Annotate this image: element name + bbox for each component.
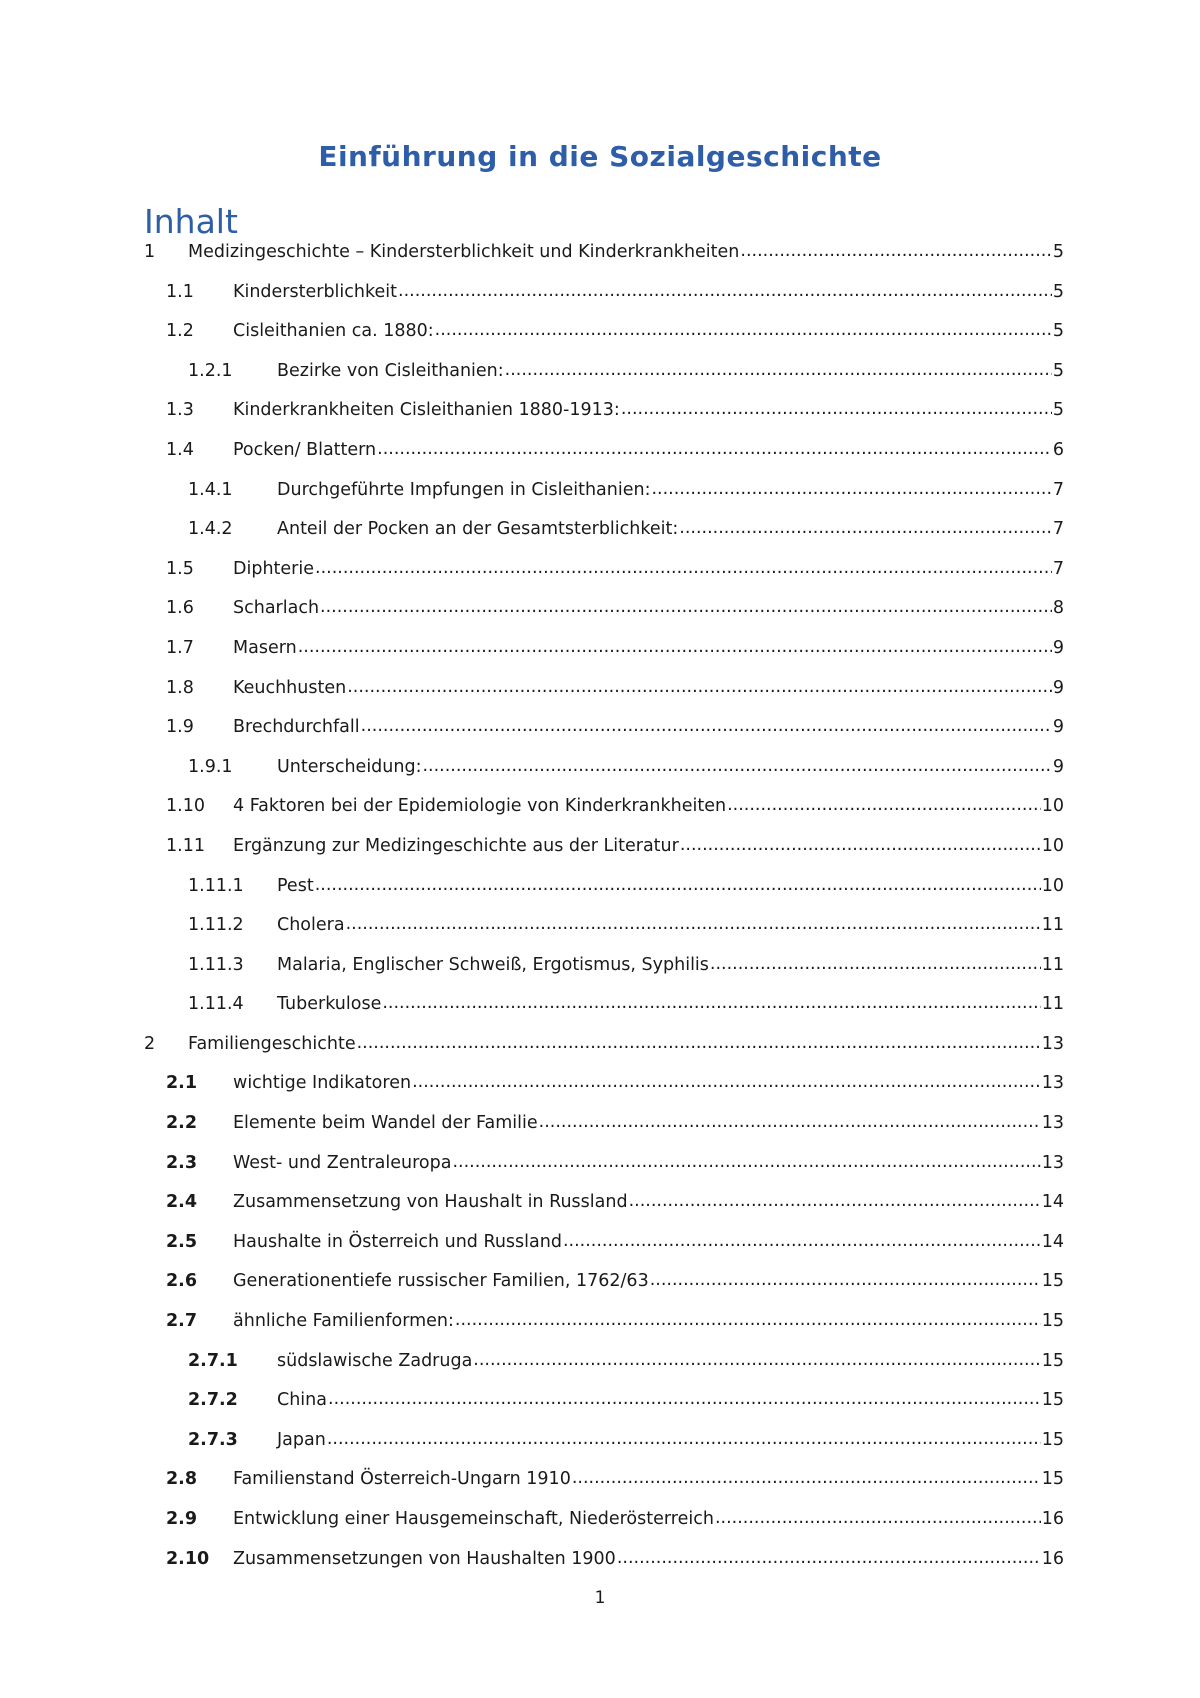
toc-entry-title: Zusammensetzung von Haushalt in Russland [233, 1192, 628, 1213]
toc-dot-leader [740, 241, 1051, 261]
toc-entry-number: 1.3 [166, 400, 194, 421]
toc-entry[interactable] [144, 796, 1064, 836]
toc-entry-title: Kinderkrankheiten Cisleithanien 1880-1913: [233, 400, 620, 421]
toc-dot-leader [572, 1468, 1041, 1488]
toc-entry[interactable] [144, 1509, 1064, 1549]
toc-entry-page: 15 [1041, 1429, 1064, 1450]
toc-entry[interactable] [144, 955, 1064, 995]
toc-entry[interactable] [144, 1192, 1064, 1232]
toc-dot-leader [679, 518, 1052, 538]
toc-entry[interactable] [144, 1113, 1064, 1153]
toc-entry-number: 2.1 [166, 1073, 198, 1094]
toc-dot-leader [563, 1231, 1041, 1251]
toc-entry[interactable] [144, 440, 1064, 480]
toc-dot-leader [621, 399, 1052, 419]
toc-entry-page: 5 [1052, 400, 1064, 421]
toc-dot-leader [327, 1429, 1041, 1449]
toc-entry-number: 1.11.4 [188, 994, 244, 1015]
toc-entry[interactable] [144, 519, 1064, 559]
toc-entry-title: 4 Faktoren bei der Epidemiologie von Kinderkrankheiten [233, 796, 727, 817]
toc-dot-leader [473, 1350, 1040, 1370]
toc-entry[interactable] [144, 242, 1064, 282]
toc-entry-title: Pest [277, 875, 314, 896]
toc-entry-page: 6 [1052, 439, 1064, 460]
toc-entry[interactable] [144, 717, 1064, 757]
toc-entry-page: 15 [1041, 1350, 1064, 1371]
page-number: 1 [594, 1588, 606, 1608]
document-title: Einführung in die Sozialgeschichte [318, 140, 882, 173]
toc-entry-title: Brechdurchfall [233, 717, 360, 738]
toc-entry-page: 11 [1041, 994, 1064, 1015]
toc-entry-page: 13 [1041, 1152, 1064, 1173]
toc-entry[interactable] [144, 1430, 1064, 1470]
toc-dot-leader [357, 1033, 1041, 1053]
toc-entry-page: 5 [1052, 281, 1064, 302]
toc-entry-title: Zusammensetzungen von Haushalten 1900 [233, 1548, 616, 1569]
toc-entry[interactable] [144, 994, 1064, 1034]
toc-entry[interactable] [144, 876, 1064, 916]
toc-entry-page: 11 [1041, 915, 1064, 936]
toc-entry[interactable] [144, 559, 1064, 599]
toc-dot-leader [727, 795, 1041, 815]
toc-entry-title: Medizingeschichte – Kindersterblichkeit und Kinderkrankheiten [188, 242, 740, 262]
toc-entry-number: 1.4.1 [188, 479, 233, 500]
toc-entry-page: 16 [1041, 1548, 1064, 1569]
toc-entry[interactable] [144, 836, 1064, 876]
toc-entry-number: 2.9 [166, 1509, 198, 1529]
toc-entry-number: 1.8 [166, 677, 194, 698]
toc-entry-page: 10 [1041, 875, 1064, 896]
toc-entry-number: 2.8 [166, 1469, 198, 1490]
toc-dot-leader [315, 875, 1041, 895]
toc-entry-page: 7 [1052, 558, 1064, 579]
toc-entry-title: Cholera [277, 915, 345, 936]
toc-entry[interactable] [144, 1153, 1064, 1193]
toc-dot-leader [398, 281, 1052, 301]
toc-entry-number: 2.4 [166, 1192, 198, 1213]
toc-entry-number: 2 [144, 1033, 156, 1054]
toc-entry-title: West- und Zentraleuropa [233, 1152, 452, 1173]
toc-entry-page: 9 [1052, 677, 1064, 698]
toc-entry-page: 7 [1052, 479, 1064, 500]
toc-entry-page: 13 [1041, 1073, 1064, 1094]
toc-dot-leader [629, 1191, 1041, 1211]
toc-entry-page: 8 [1052, 598, 1064, 619]
toc-entry-title: Familienstand Österreich-Ungarn 1910 [233, 1469, 571, 1490]
toc-entry[interactable] [144, 757, 1064, 797]
toc-entry-number: 2.6 [166, 1271, 198, 1292]
toc-entry-number: 1.11.2 [188, 915, 244, 936]
toc-entry-title: Unterscheidung: [277, 756, 422, 777]
toc-entry-number: 1.11 [166, 835, 205, 856]
toc-entry-title: ähnliche Familienformen: [233, 1311, 454, 1332]
toc-entry-number: 1.5 [166, 558, 194, 579]
toc-entry-title: Keuchhusten [233, 677, 347, 698]
toc-entry-page: 15 [1041, 1390, 1064, 1411]
toc-dot-leader [346, 914, 1041, 934]
toc-entry-title: Cisleithanien ca. 1880: [233, 321, 434, 342]
toc-entry-title: Generationentiefe russischer Familien, 1762/63 [233, 1271, 649, 1292]
toc-entry-number: 2.5 [166, 1231, 198, 1252]
toc-entry[interactable] [144, 400, 1064, 440]
toc-entry-page: 10 [1041, 835, 1064, 856]
toc-entry[interactable] [144, 915, 1064, 955]
toc-entry-number: 1.9 [166, 717, 194, 738]
toc-entry-title: Bezirke von Cisleithanien: [277, 360, 504, 381]
table-of-contents [144, 242, 1064, 1588]
toc-dot-leader [361, 716, 1052, 736]
toc-entry-title: Tuberkulose [277, 994, 382, 1015]
toc-entry-number: 2.7.3 [188, 1429, 238, 1450]
toc-dot-leader [298, 637, 1052, 657]
toc-entry-page: 9 [1052, 756, 1064, 777]
toc-entry-number: 1.1 [166, 281, 194, 302]
toc-entry-title: Ergänzung zur Medizingeschichte aus der Literatur [233, 835, 679, 856]
toc-entry-number: 1.11.1 [188, 875, 244, 896]
toc-dot-leader [650, 1270, 1041, 1290]
toc-entry-page: 13 [1041, 1113, 1064, 1134]
toc-entry[interactable] [144, 1034, 1064, 1074]
toc-dot-leader [328, 1389, 1041, 1409]
toc-entry-page: 14 [1041, 1231, 1064, 1252]
toc-entry-page: 15 [1041, 1469, 1064, 1490]
toc-entry-title: Elemente beim Wandel der Familie [233, 1113, 538, 1134]
toc-entry-number: 1 [144, 242, 156, 262]
toc-entry-title: Diphterie [233, 558, 314, 579]
toc-entry[interactable] [144, 480, 1064, 520]
toc-entry-title: China [277, 1390, 327, 1411]
toc-entry[interactable] [144, 361, 1064, 401]
toc-entry[interactable] [144, 321, 1064, 361]
toc-entry-page: 15 [1041, 1271, 1064, 1292]
toc-entry-page: 5 [1052, 360, 1064, 381]
toc-entry-title: Familiengeschichte [188, 1033, 356, 1054]
toc-entry-page: 15 [1041, 1311, 1064, 1332]
toc-entry-title: Masern [233, 637, 297, 658]
toc-entry[interactable] [144, 638, 1064, 678]
toc-heading: Inhalt [144, 202, 238, 241]
toc-entry-title: südslawische Zadruga [277, 1350, 473, 1371]
toc-entry-page: 9 [1052, 717, 1064, 738]
toc-entry-number: 1.7 [166, 637, 194, 658]
toc-entry[interactable] [144, 678, 1064, 718]
toc-dot-leader [539, 1112, 1041, 1132]
toc-entry-title: Pocken/ Blattern [233, 439, 377, 460]
toc-entry-number: 1.9.1 [188, 756, 233, 777]
toc-dot-leader [452, 1152, 1040, 1172]
toc-entry-page: 9 [1052, 637, 1064, 658]
toc-entry-number: 1.11.3 [188, 954, 244, 975]
toc-entry-page: 10 [1041, 796, 1064, 817]
toc-entry-page: 14 [1041, 1192, 1064, 1213]
toc-entry-title: Entwicklung einer Hausgemeinschaft, Niederösterreich [233, 1509, 714, 1529]
toc-entry-title: Haushalte in Österreich und Russland [233, 1231, 562, 1252]
toc-entry-number: 2.7 [166, 1311, 198, 1332]
toc-entry-title: Japan [277, 1429, 326, 1450]
toc-dot-leader [505, 360, 1052, 380]
toc-entry-title: wichtige Indikatoren [233, 1073, 412, 1094]
toc-dot-leader [320, 597, 1052, 617]
toc-entry[interactable] [144, 1073, 1064, 1113]
toc-entry-number: 2.3 [166, 1152, 198, 1173]
toc-entry-title: Malaria, Englischer Schweiß, Ergotismus, Syphilis [277, 954, 709, 975]
toc-entry[interactable] [144, 1232, 1064, 1272]
toc-entry[interactable] [144, 1549, 1064, 1589]
toc-entry[interactable] [144, 1351, 1064, 1391]
toc-entry-title: Scharlach [233, 598, 320, 619]
toc-entry-number: 2.2 [166, 1113, 198, 1134]
toc-entry-number: 1.6 [166, 598, 194, 619]
toc-entry[interactable] [144, 1311, 1064, 1351]
toc-entry[interactable] [144, 1469, 1064, 1509]
toc-dot-leader [435, 320, 1052, 340]
toc-entry-number: 1.10 [166, 796, 205, 817]
toc-entry-title: Durchgeführte Impfungen in Cisleithanien: [277, 479, 651, 500]
toc-entry-title: Kindersterblichkeit [233, 281, 397, 302]
toc-entry-number: 1.2.1 [188, 360, 233, 381]
toc-entry-page: 5 [1052, 321, 1064, 342]
toc-dot-leader [651, 479, 1051, 499]
toc-entry-page: 13 [1041, 1033, 1064, 1054]
toc-entry-page: 16 [1041, 1509, 1064, 1529]
toc-dot-leader [710, 954, 1041, 974]
toc-entry-number: 1.2 [166, 321, 194, 342]
toc-entry-page: 7 [1052, 519, 1064, 540]
toc-dot-leader [617, 1548, 1041, 1568]
toc-dot-leader [715, 1508, 1041, 1528]
toc-dot-leader [382, 993, 1040, 1013]
toc-dot-leader [412, 1072, 1041, 1092]
toc-entry[interactable] [144, 1390, 1064, 1430]
toc-entry-number: 1.4.2 [188, 519, 233, 540]
toc-entry-title: Anteil der Pocken an der Gesamtsterblichkeit: [277, 519, 679, 540]
toc-dot-leader [377, 439, 1052, 459]
toc-entry-number: 1.4 [166, 439, 194, 460]
toc-entry-number: 2.10 [166, 1548, 210, 1569]
toc-entry-number: 2.7.1 [188, 1350, 238, 1371]
toc-dot-leader [680, 835, 1041, 855]
toc-entry[interactable] [144, 1271, 1064, 1311]
toc-entry-page: 5 [1052, 242, 1064, 262]
toc-entry[interactable] [144, 282, 1064, 322]
toc-dot-leader [422, 756, 1051, 776]
toc-dot-leader [347, 677, 1052, 697]
toc-entry-number: 2.7.2 [188, 1390, 238, 1411]
toc-entry[interactable] [144, 598, 1064, 638]
toc-entry-page: 11 [1041, 954, 1064, 975]
toc-dot-leader [455, 1310, 1041, 1330]
toc-dot-leader [315, 558, 1052, 578]
